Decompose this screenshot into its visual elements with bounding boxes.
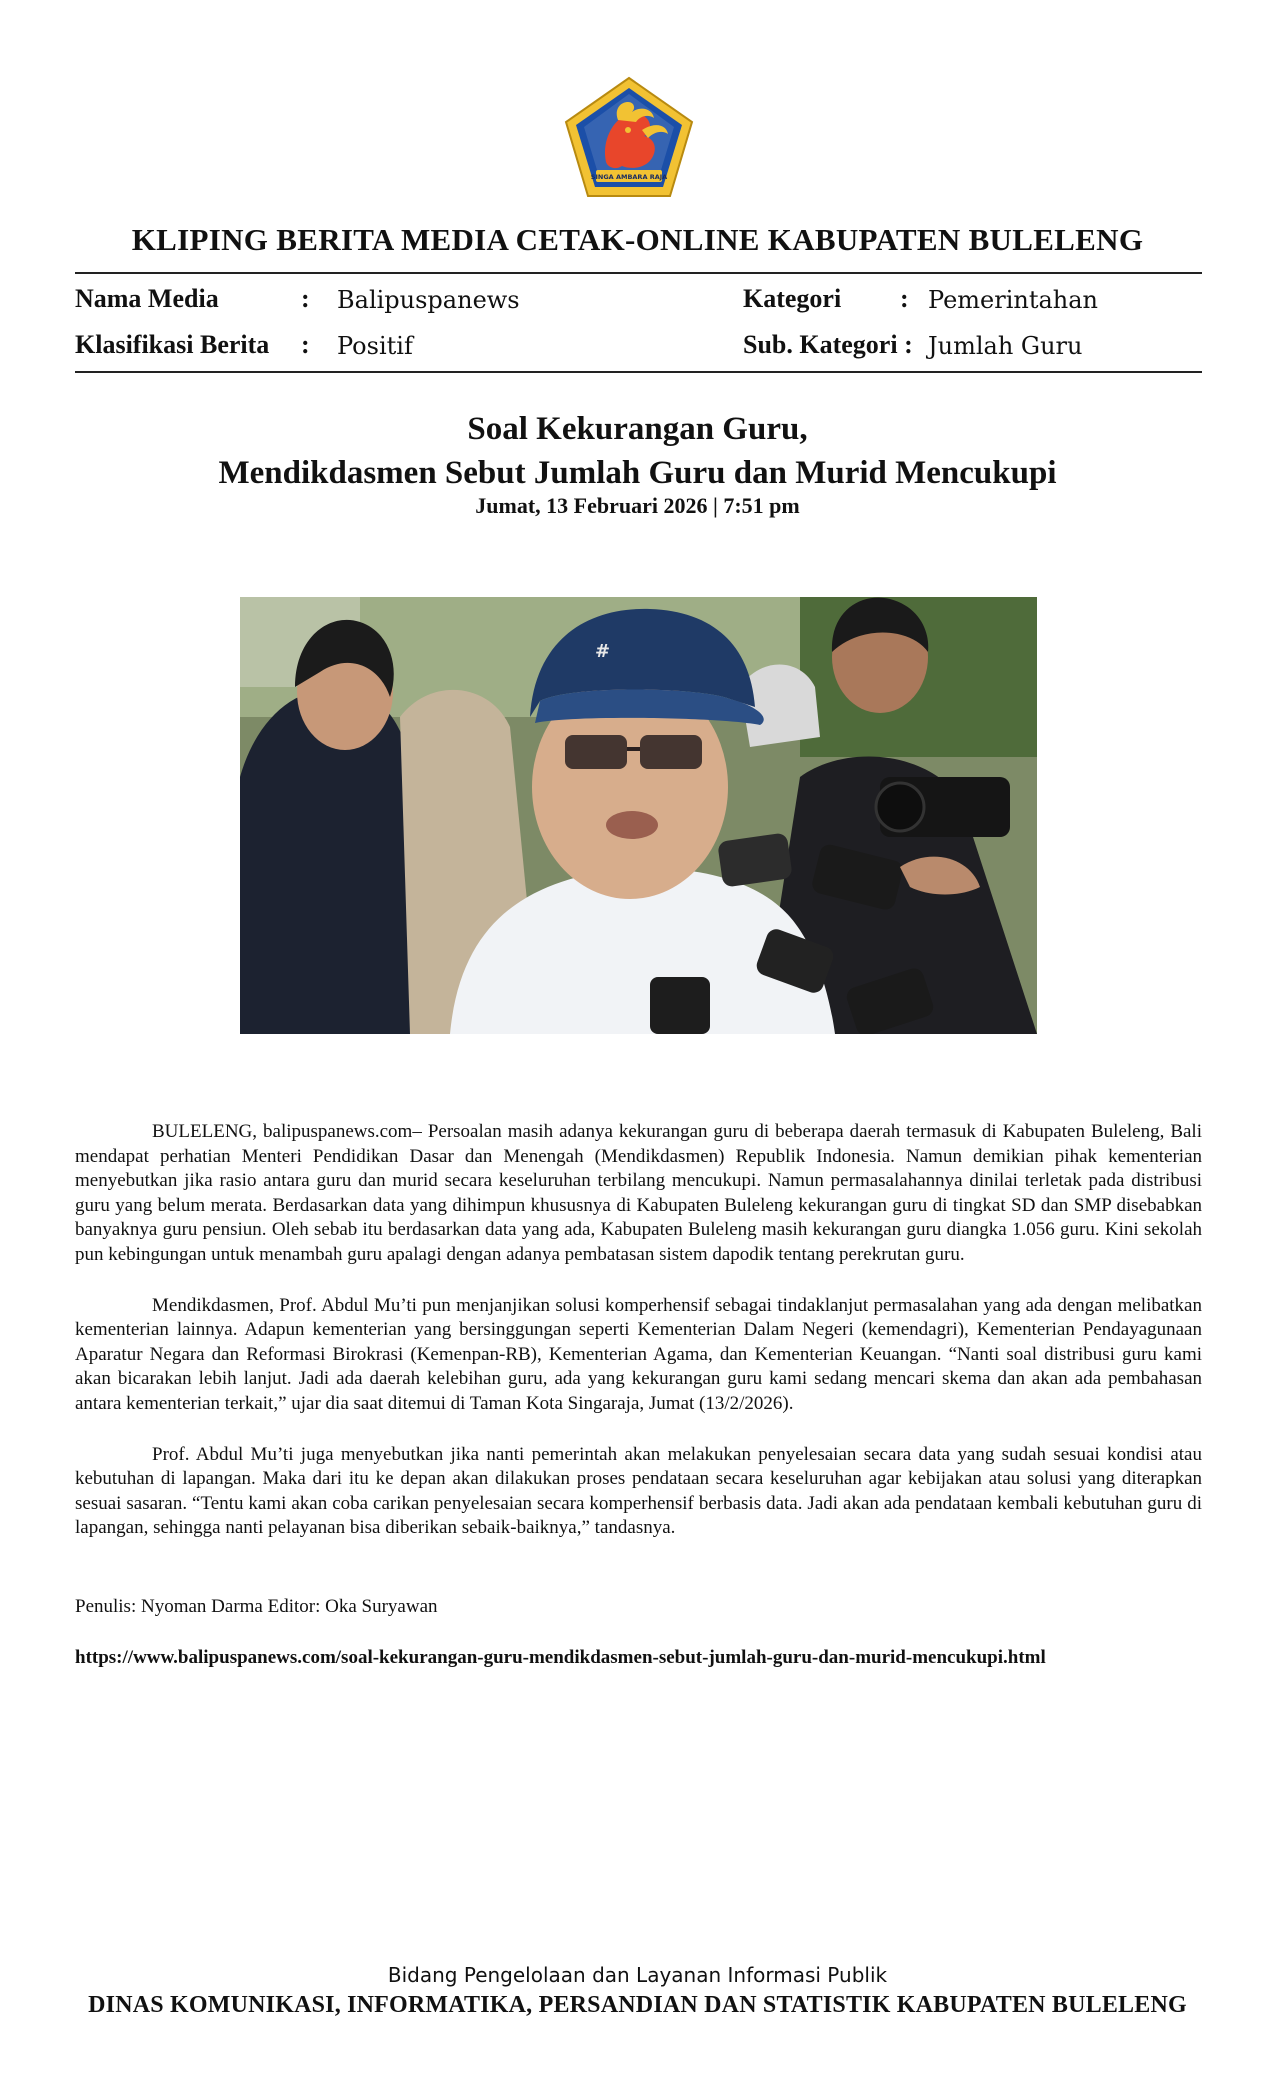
source-url-link[interactable]: https://www.balipuspanews.com/soal-kekurangan-guru-mendikdasmen-sebut-jumlah-guru-dan-murid-mencukupi.html xyxy=(75,1647,1046,1668)
article-dateline: Jumat, 13 Februari 2026 | 7:51 pm xyxy=(475,493,800,518)
media-label: Nama Media xyxy=(75,284,219,313)
logo-motto: SINGA AMBARA RAJA xyxy=(590,173,668,181)
subkategori-label: Sub. Kategori : xyxy=(743,330,913,359)
meta-row-media xyxy=(75,284,1202,318)
kategori-value: Pemerintahan xyxy=(928,286,1099,314)
article-paragraph-1: BULELENG, balipuspanews.com– Persoalan masih adanya kekurangan guru di beberapa daerah termasuk di Kabupaten Buleleng, Bali mendapat perhatian Menteri Pendidikan Dasar dan Menengah (Mendikdasmen) Republik Indonesia. Namun demikian pihak kementerian menyebutkan jika rasio antara guru dan murid secara keseluruhan terbilang mencukupi. Namun permasalahannya dinilai terletak pada distribusi guru yang belum merata. Berdasarkan data yang dihimpun khususnya di Kabupaten Buleleng kekurangan guru di tingkat SD dan SMP disebabkan banyaknya guru pensiun. Oleh sebab itu berdasarkan data yang ada, Kabupaten Buleleng masih kekurangan guru diangka 1.056 guru. Kini sekolah pun kebingungan untuk menambah guru apalagi dengan adanya pembatasan sistem dapodik tentang perekrutan guru. xyxy=(75,1121,1202,1265)
klasifikasi-label: Klasifikasi Berita xyxy=(75,330,270,359)
footer-agency: DINAS KOMUNIKASI, INFORMATIKA, PERSANDIAN DAN STATISTIK KABUPATEN BULELENG xyxy=(88,1992,1187,2018)
news-photo xyxy=(240,597,1037,1034)
subkategori-value: Jumlah Guru xyxy=(928,332,1083,360)
headline-line-2: Mendikdasmen Sebut Jumlah Guru dan Murid Mencukupi xyxy=(218,455,1057,491)
article-paragraph-2: Mendikdasmen, Prof. Abdul Mu’ti pun menjanjikan solusi komperhensif sebagai tindaklanjut permasalahan yang ada dengan melibatkan kementerian lainnya. Adapun kementerian yang bersinggungan seperti Kementerian Dalam Negeri (kemendagri), Kementerian Pendayagunaan Aparatur Negara dan Reformasi Birokrasi (Kemenpan-RB), Kementerian Agama, dan Kementerian Keuangan. “Nanti soal distribusi guru kami akan bicarakan lebih lanjut. Jadi ada daerah kelebihan guru, ada yang kekurangan guru kami sedang mencari skema dan akan ada pembahasan antara kementerian terkait,” ujar dia saat ditemui di Taman Kota Singaraja, Jumat (13/2/2026). xyxy=(75,1294,1202,1414)
meta-row-klasifikasi xyxy=(75,330,1202,364)
article-paragraph-3: Prof. Abdul Mu’ti juga menyebutkan jika nanti pemerintah akan melakukan penyelesaian secara data yang sudah sesuai kondisi atau kebutuhan di lapangan. Maka dari itu ke depan akan dilakukan proses pendataan secara keseluruhan agar kebijakan atau solusi yang diterapkan sesuai sasaran. “Tentu kami akan coba carikan penyelesaian secara komperhensif berbasis data. Jadi akan ada pendataan kembali kebutuhan guru di lapangan, sehingga nanti pelayanan bisa diberikan sebaik-baiknya,” tandasnya. xyxy=(75,1443,1202,1539)
header-divider-top xyxy=(75,272,1202,274)
logo-emblem xyxy=(562,74,696,200)
media-value: Balipuspanews xyxy=(337,286,520,314)
footer-department: Bidang Pengelolaan dan Layanan Informasi Publik xyxy=(387,1963,888,1987)
pemkab-buleleng-logo-icon xyxy=(562,74,696,200)
news-photo-illustration xyxy=(240,597,1037,1034)
media-colon: : xyxy=(301,284,310,313)
klasifikasi-colon: : xyxy=(301,330,310,359)
header-divider-bottom xyxy=(75,371,1202,373)
page-title: KLIPING BERITA MEDIA CETAK-ONLINE KABUPATEN BULELENG xyxy=(131,222,1144,257)
article-credit: Penulis: Nyoman Darma Editor: Oka Suryawan xyxy=(75,1596,438,1617)
klasifikasi-value: Positif xyxy=(337,332,413,360)
kategori-label: Kategori xyxy=(743,284,842,313)
kategori-colon: : xyxy=(900,284,909,313)
svg-text:#: # xyxy=(595,641,611,662)
article-body xyxy=(75,1120,1202,1567)
headline-line-1: Soal Kekurangan Guru, xyxy=(467,411,808,447)
